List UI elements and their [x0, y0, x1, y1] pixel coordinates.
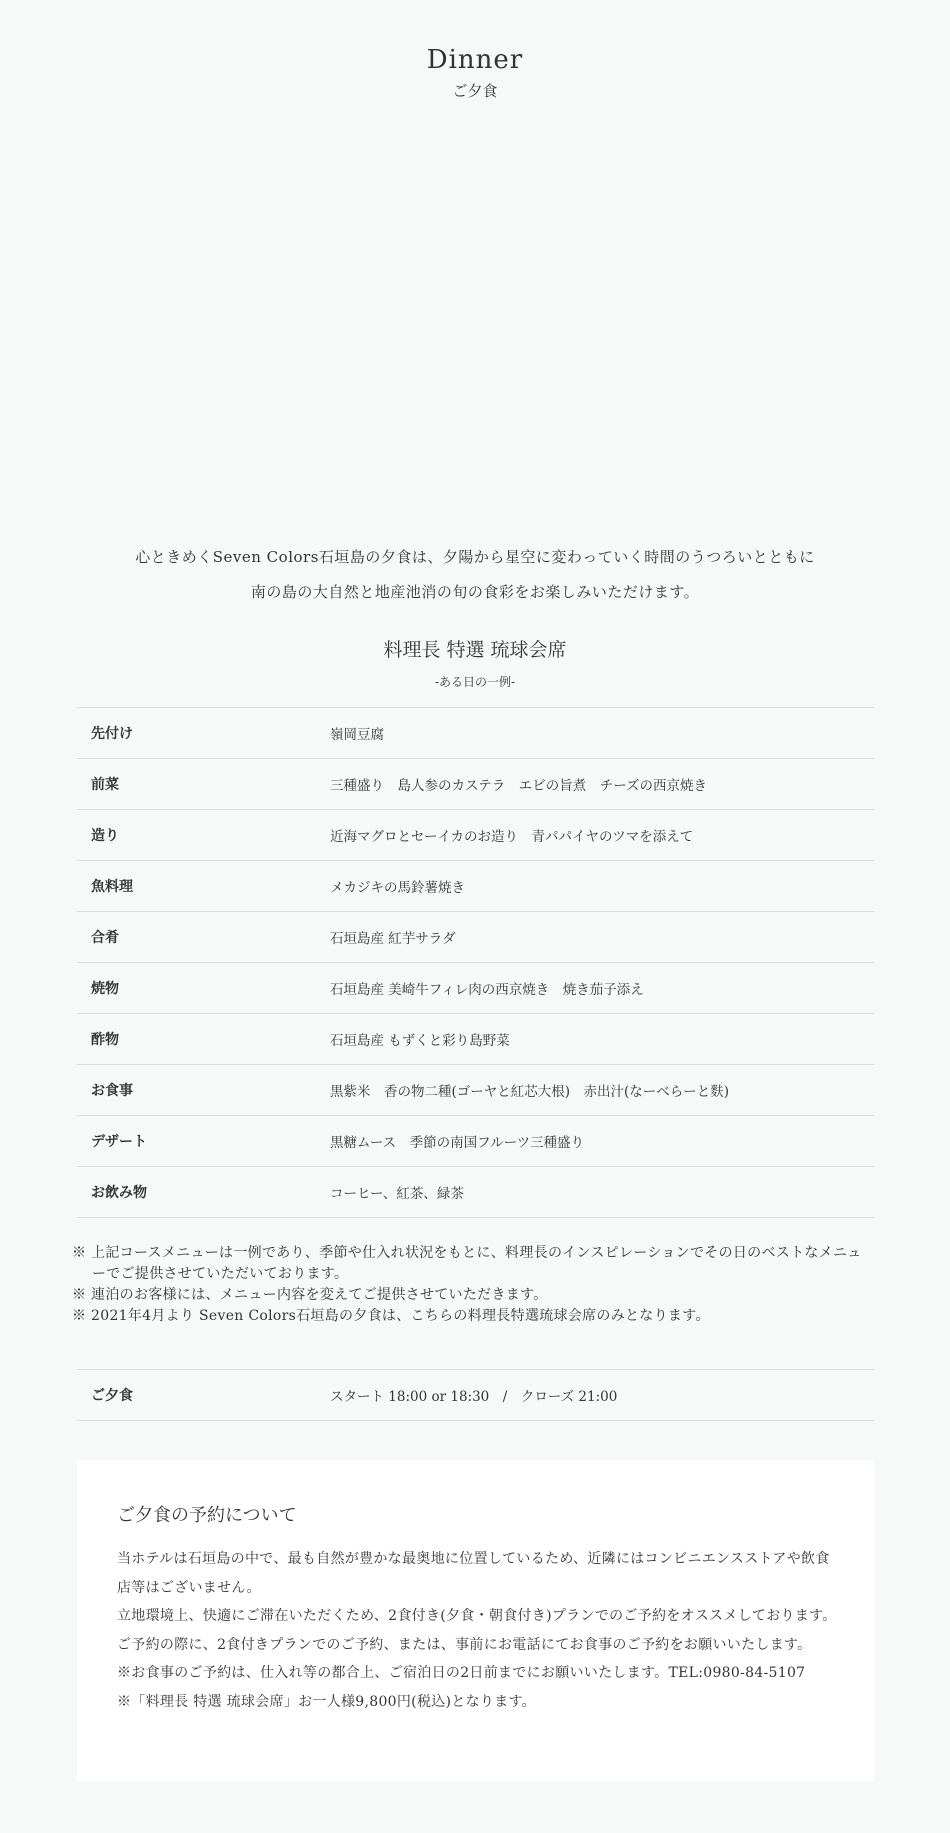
menu-row — [77, 1116, 874, 1167]
menu-row-value: 黒糖ムース 季節の南国フルーツ三種盛り — [330, 1135, 585, 1151]
menu-row-value: 嶺岡豆腐 — [330, 727, 384, 743]
reservation-title: ご夕食の予約について — [117, 1505, 297, 1526]
hero-image-area — [0, 130, 950, 520]
menu-row-label: お飲み物 — [91, 1185, 147, 1201]
menu-table — [77, 707, 874, 1218]
intro-line: 心ときめくSeven Colors石垣島の夕食は、夕陽から星空に変わっていく時間のうつろいとともに — [135, 548, 815, 566]
intro-line: 南の島の大自然と地産池消の旬の食彩をお楽しみいただけます。 — [250, 583, 700, 601]
reservation-paragraph: 当ホテルは石垣島の中で、最も自然が豊かな最奥地に位置しているため、近隣にはコンビニエンスストアや飲食店等はございません。 — [117, 1551, 830, 1596]
menu-row — [77, 861, 874, 912]
menu-row-value: 石垣島産 もずくと彩り島野菜 — [330, 1033, 510, 1049]
course-subtitle: -ある日の一例- — [434, 675, 516, 689]
menu-row-label: お食事 — [91, 1083, 133, 1099]
menu-row — [77, 1065, 874, 1116]
menu-row — [77, 963, 874, 1014]
menu-row-label: 酢物 — [91, 1032, 119, 1048]
menu-row-value: 石垣島産 美崎牛フィレ肉の西京焼き 焼き茄子添え — [330, 982, 644, 998]
menu-row — [77, 708, 874, 759]
menu-row-label: 合肴 — [91, 930, 119, 946]
menu-row-value: 近海マグロとセーイカのお造り 青パパイヤのツマを添えて — [330, 829, 694, 845]
menu-row — [77, 1167, 874, 1218]
dinner-time-value: スタート 18:00 or 18:30 / クローズ 21:00 — [330, 1389, 618, 1405]
menu-row — [77, 1014, 874, 1065]
reservation-box — [77, 1460, 874, 1781]
menu-row-label: 造り — [91, 828, 119, 844]
menu-row-value: メカジキの馬鈴薯焼き — [330, 880, 465, 896]
menu-row-label: 魚料理 — [91, 879, 133, 895]
note-item: ※ 2021年4月より Seven Colors石垣島の夕食は、こちらの料理長特選琉球会席のみとなります。 — [72, 1308, 710, 1324]
menu-row-value: 黒紫米 香の物二種(ゴーヤと紅芯大根) 赤出汁(なーべらーと麩) — [330, 1084, 730, 1100]
menu-row-value: 石垣島産 紅芋サラダ — [330, 931, 456, 947]
note-item: ※ 連泊のお客様には、メニュー内容を変えてご提供させていただきます。 — [72, 1287, 548, 1303]
page-title: Dinner — [426, 45, 524, 75]
menu-row — [77, 810, 874, 861]
menu-row-value: 三種盛り 島人参のカステラ エビの旨煮 チーズの西京焼き — [330, 778, 708, 794]
reservation-body — [117, 1545, 837, 1716]
menu-row — [77, 912, 874, 963]
menu-notes — [72, 1243, 872, 1327]
page-subtitle: ご夕食 — [452, 82, 498, 100]
reservation-paragraph: ご予約の際に、2食付きプランでのご予約、または、事前にお電話にてお食事のご予約をお願いいたします。 — [117, 1636, 812, 1653]
reservation-paragraph: ※「料理長 特選 琉球会席」お一人様9,800円(税込)となります。 — [117, 1693, 536, 1710]
menu-row-label: 前菜 — [91, 777, 119, 793]
reservation-paragraph: 立地環境上、快適にご滞在いただくため、2食付き(夕食・朝食付き)プランでのご予約をオススメしております。 — [117, 1608, 837, 1624]
menu-row-label: 焼物 — [91, 981, 119, 997]
intro-text — [0, 540, 950, 610]
reservation-paragraph: ※お食事のご予約は、仕入れ等の都合上、ご宿泊日の2日前までにお願いいたします。TEL:0980-84-5107 — [117, 1665, 806, 1681]
menu-row-label: デザート — [91, 1134, 147, 1150]
menu-row-value: コーヒー、紅茶、緑茶 — [330, 1186, 464, 1202]
menu-row-label: 先付け — [91, 726, 133, 742]
dinner-time-row — [77, 1370, 874, 1421]
menu-row — [77, 759, 874, 810]
note-item: ※ 上記コースメニューは一例であり、季節や仕入れ状況をもとに、料理長のインスピレーションでその日のベストなメニューでご提供させていただいております。 — [72, 1245, 862, 1282]
dinner-time-table — [77, 1369, 874, 1421]
course-title: 料理長 特選 琉球会席 — [383, 639, 567, 661]
dinner-time-label: ご夕食 — [91, 1388, 133, 1404]
